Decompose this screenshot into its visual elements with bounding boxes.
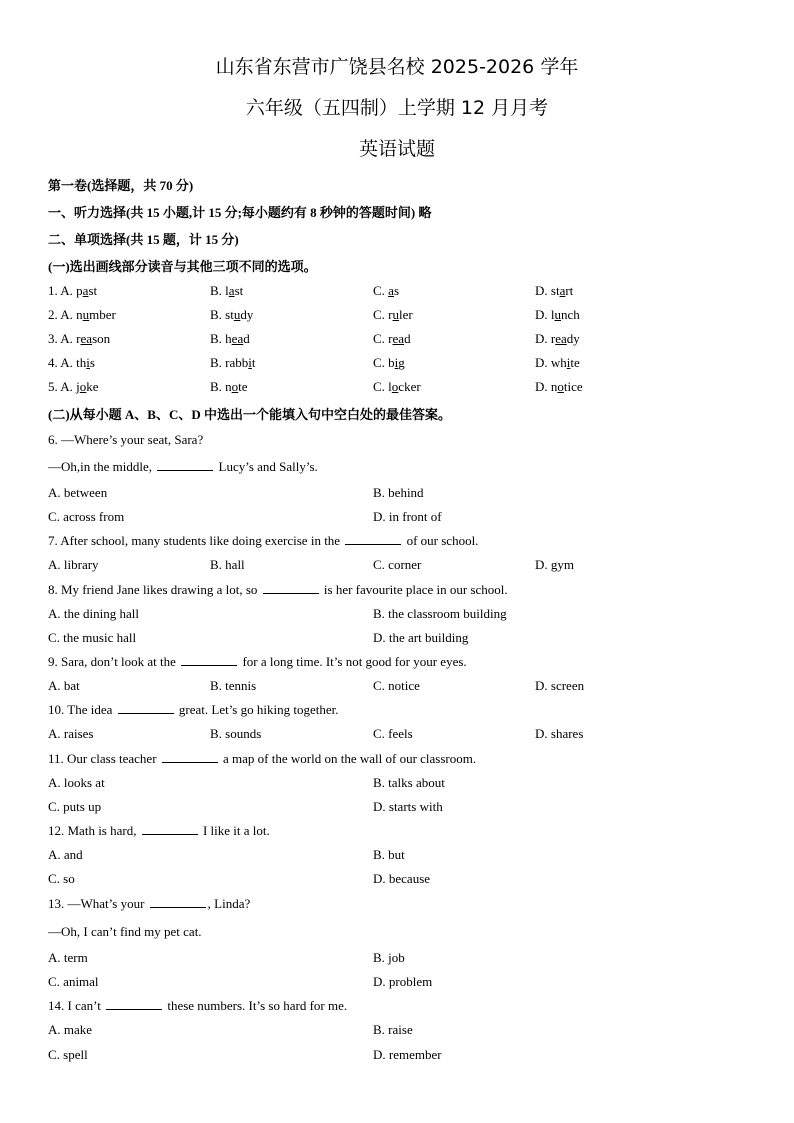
phonics-word-label: 5. A. bbox=[48, 379, 77, 394]
phonics-word-label: 3. A. bbox=[48, 331, 77, 346]
q6-option-a: A. between bbox=[48, 485, 108, 500]
phonics-word-pre: r bbox=[388, 307, 393, 322]
question-8-stem bbox=[48, 582, 508, 598]
answer-blank bbox=[345, 534, 401, 545]
q10-option-a: A. raises bbox=[48, 726, 94, 741]
question-6-reply bbox=[48, 459, 318, 475]
q14-option-b: B. raise bbox=[373, 1022, 413, 1037]
q6-option-c: C. across from bbox=[48, 509, 125, 524]
q7-post: of our school. bbox=[403, 533, 479, 548]
q8-option-d: D. the art building bbox=[373, 630, 469, 645]
q9-option-c: C. notice bbox=[373, 678, 420, 693]
phonics-word-pre: st bbox=[550, 283, 560, 298]
question-6-stem: 6. —Where’s your seat, Sara? bbox=[48, 432, 204, 447]
phonics-word-mark: o bbox=[79, 379, 87, 394]
phonics-word-pre: n bbox=[225, 379, 232, 394]
phonics-word-mark: u bbox=[82, 307, 90, 322]
phonics-word-pre: l bbox=[550, 307, 555, 322]
phonics-word-label: C. bbox=[373, 355, 389, 370]
phonics-word-label: 4. A. bbox=[48, 355, 77, 370]
listening-heading: 一、听力选择(共 15 小题,计 15 分;每小题约有 8 秒钟的答题时间) 略 bbox=[48, 205, 432, 220]
phonics-word-label: D. bbox=[535, 355, 551, 370]
q9-option-b: B. tennis bbox=[210, 678, 257, 693]
phonics-instruction: (一)选出画线部分读音与其他三项不同的选项。 bbox=[48, 259, 317, 274]
phonics-word-post: te bbox=[238, 379, 248, 394]
phonics-word-mark: u bbox=[392, 307, 400, 322]
phonics-word-label: C. bbox=[373, 307, 389, 322]
question-14-stem bbox=[48, 998, 347, 1014]
phonics-word-label: C. bbox=[373, 283, 389, 298]
phonics-word-label: D. bbox=[535, 283, 551, 298]
phonics-word-mark: i bbox=[248, 355, 252, 370]
phonics-word-post: ler bbox=[399, 307, 413, 322]
q7-pre: 7. After school, many students like doing exercise in the bbox=[48, 533, 344, 548]
phonics-word-post: te bbox=[570, 355, 580, 370]
phonics-word-mark: u bbox=[554, 307, 562, 322]
q13-option-c: C. animal bbox=[48, 974, 99, 989]
q9-post: for a long time. It’s not good for your eyes. bbox=[239, 654, 467, 669]
single-choice-heading: 二、单项选择(共 15 题，计 15 分) bbox=[48, 232, 239, 247]
answer-blank bbox=[157, 460, 213, 471]
phonics-3-option-a bbox=[48, 331, 110, 347]
question-10-stem bbox=[48, 702, 338, 718]
answer-blank bbox=[118, 703, 174, 714]
q13-option-d: D. problem bbox=[373, 974, 433, 989]
phonics-4-option-d bbox=[535, 355, 580, 371]
phonics-2-option-b bbox=[210, 307, 253, 323]
q13-post: , Linda? bbox=[207, 896, 251, 911]
phonics-word-post: nch bbox=[561, 307, 580, 322]
phonics-word-pre: rabb bbox=[225, 355, 249, 370]
phonics-word-label: 2. A. bbox=[48, 307, 77, 322]
q10-option-d: D. shares bbox=[535, 726, 584, 741]
q13-pre: 13. —What’s your bbox=[48, 896, 148, 911]
answer-blank bbox=[106, 999, 162, 1010]
phonics-word-label: D. bbox=[535, 331, 551, 346]
phonics-1-option-a bbox=[48, 283, 97, 299]
question-9-stem bbox=[48, 654, 467, 670]
phonics-word-post: tice bbox=[563, 379, 583, 394]
q8-option-c: C. the music hall bbox=[48, 630, 137, 645]
q12-option-a: A. and bbox=[48, 847, 83, 862]
part-heading: 第一卷(选择题，共 70 分) bbox=[48, 178, 194, 193]
phonics-word-post: mber bbox=[89, 307, 116, 322]
phonics-word-label: B. bbox=[210, 283, 226, 298]
q11-option-d: D. starts with bbox=[373, 799, 443, 814]
phonics-word-post: g bbox=[398, 355, 405, 370]
phonics-word-pre: l bbox=[225, 283, 229, 298]
phonics-word-mark: i bbox=[566, 355, 571, 370]
phonics-word-mark: a bbox=[82, 283, 89, 298]
q11-option-a: A. looks at bbox=[48, 775, 105, 790]
q10-option-b: B. sounds bbox=[210, 726, 262, 741]
q14-pre: 14. I can’t bbox=[48, 998, 105, 1013]
question-6-reply-pre: —Oh,in the middle, bbox=[48, 459, 156, 474]
phonics-word-post: s bbox=[393, 283, 400, 298]
phonics-word-pre: r bbox=[550, 331, 556, 346]
q14-post: these numbers. It’s so hard for me. bbox=[164, 998, 348, 1013]
phonics-word-label: 1. A. bbox=[48, 283, 77, 298]
cloze-instruction: (二)从每小题 A、B、C、D 中选出一个能填入句中空白处的最佳答案。 bbox=[48, 407, 451, 422]
phonics-2-option-c bbox=[373, 307, 413, 323]
q12-option-b: B. but bbox=[373, 847, 405, 862]
phonics-4-option-c bbox=[373, 355, 405, 371]
phonics-5-option-a bbox=[48, 379, 99, 395]
q14-option-a: A. make bbox=[48, 1022, 93, 1037]
q11-pre: 11. Our class teacher bbox=[48, 751, 160, 766]
answer-blank bbox=[181, 655, 237, 666]
q8-option-a: A. the dining hall bbox=[48, 606, 139, 621]
phonics-word-label: C. bbox=[373, 379, 389, 394]
phonics-word-mark: ea bbox=[80, 331, 93, 346]
q6-option-d: D. in front of bbox=[373, 509, 442, 524]
answer-blank bbox=[142, 824, 198, 835]
phonics-word-label: D. bbox=[535, 379, 551, 394]
question-7-stem bbox=[48, 533, 478, 549]
phonics-word-label: B. bbox=[210, 307, 226, 322]
q13-option-b: B. job bbox=[373, 950, 405, 965]
question-13-stem bbox=[48, 896, 250, 912]
q14-option-d: D. remember bbox=[373, 1047, 442, 1062]
answer-blank bbox=[150, 897, 206, 908]
q11-post: a map of the world on the wall of our classroom. bbox=[219, 751, 477, 766]
phonics-word-post: s bbox=[89, 355, 95, 370]
phonics-word-mark: i bbox=[86, 355, 90, 370]
phonics-word-label: C. bbox=[373, 331, 389, 346]
phonics-word-mark: a bbox=[559, 283, 566, 298]
phonics-word-pre: n bbox=[550, 379, 558, 394]
q9-option-a: A. bat bbox=[48, 678, 80, 693]
phonics-4-option-a bbox=[48, 355, 95, 371]
phonics-word-post: dy bbox=[566, 331, 580, 346]
question-6-reply-post: Lucy’s and Sally’s. bbox=[215, 459, 318, 474]
phonics-word-label: B. bbox=[210, 379, 226, 394]
phonics-word-mark: o bbox=[391, 379, 399, 394]
answer-blank bbox=[263, 583, 319, 594]
phonics-word-mark: ea bbox=[231, 331, 244, 346]
exam-title-grade: 六年级（五四制）上学期 12 月月考 bbox=[245, 97, 549, 119]
phonics-word-mark: u bbox=[233, 307, 241, 322]
q9-option-d: D. screen bbox=[535, 678, 585, 693]
question-13-reply: —Oh, I can’t find my pet cat. bbox=[48, 924, 202, 939]
phonics-word-mark: i bbox=[394, 355, 399, 370]
phonics-word-pre: l bbox=[388, 379, 392, 394]
q11-option-c: C. puts up bbox=[48, 799, 102, 814]
phonics-word-pre: p bbox=[76, 283, 83, 298]
q7-option-d: D. gym bbox=[535, 557, 574, 572]
phonics-word-mark: ea bbox=[555, 331, 567, 346]
phonics-word-post: t bbox=[251, 355, 256, 370]
phonics-word-mark: o bbox=[557, 379, 564, 394]
phonics-word-post: cker bbox=[398, 379, 421, 394]
q8-option-b: B. the classroom building bbox=[373, 606, 507, 621]
phonics-word-mark: a bbox=[388, 283, 394, 298]
phonics-word-label: B. bbox=[210, 355, 226, 370]
q10-post: great. Let’s go hiking together. bbox=[175, 702, 339, 717]
phonics-word-pre: h bbox=[225, 331, 232, 346]
q14-option-c: C. spell bbox=[48, 1047, 88, 1062]
phonics-5-option-d bbox=[535, 379, 583, 395]
phonics-word-post: son bbox=[92, 331, 111, 346]
phonics-word-pre: r bbox=[76, 331, 81, 346]
q7-option-c: C. corner bbox=[373, 557, 422, 572]
phonics-5-option-b bbox=[210, 379, 248, 395]
phonics-word-pre: r bbox=[388, 331, 393, 346]
q12-option-c: C. so bbox=[48, 871, 75, 886]
phonics-word-post: d bbox=[404, 331, 411, 346]
phonics-4-option-b bbox=[210, 355, 256, 371]
phonics-3-option-c bbox=[373, 331, 411, 347]
q8-pre: 8. My friend Jane likes drawing a lot, so bbox=[48, 582, 261, 597]
phonics-3-option-d bbox=[535, 331, 580, 347]
q10-pre: 10. The idea bbox=[48, 702, 116, 717]
q7-option-a: A. library bbox=[48, 557, 99, 572]
q12-option-d: D. because bbox=[373, 871, 431, 886]
phonics-word-post: rt bbox=[565, 283, 574, 298]
question-11-stem bbox=[48, 751, 476, 767]
phonics-word-post: st bbox=[88, 283, 98, 298]
q6-option-b: B. behind bbox=[373, 485, 424, 500]
phonics-word-mark: a bbox=[228, 283, 235, 298]
phonics-1-option-b bbox=[210, 283, 243, 299]
phonics-word-post: dy bbox=[240, 307, 254, 322]
phonics-word-label: B. bbox=[210, 331, 226, 346]
phonics-word-mark: o bbox=[231, 379, 239, 394]
phonics-1-option-c bbox=[373, 283, 399, 299]
phonics-5-option-c bbox=[373, 379, 421, 395]
phonics-word-mark: ea bbox=[392, 331, 405, 346]
phonics-word-pre: j bbox=[76, 379, 80, 394]
q11-option-b: B. talks about bbox=[373, 775, 445, 790]
phonics-word-pre: n bbox=[76, 307, 83, 322]
phonics-word-label: D. bbox=[535, 307, 551, 322]
q10-option-c: C. feels bbox=[373, 726, 413, 741]
phonics-word-pre: st bbox=[225, 307, 234, 322]
question-12-stem bbox=[48, 823, 270, 839]
phonics-word-post: d bbox=[243, 331, 250, 346]
phonics-1-option-d bbox=[535, 283, 573, 299]
phonics-word-pre: wh bbox=[550, 355, 567, 370]
q7-option-b: B. hall bbox=[210, 557, 245, 572]
exam-title-subject: 英语试题 bbox=[358, 138, 435, 160]
answer-blank bbox=[162, 752, 218, 763]
exam-title-school: 山东省东营市广饶县名校 2025-2026 学年 bbox=[215, 56, 579, 78]
phonics-3-option-b bbox=[210, 331, 250, 347]
phonics-word-pre: th bbox=[76, 355, 87, 370]
q8-post: is her favourite place in our school. bbox=[320, 582, 508, 597]
phonics-word-post: ke bbox=[86, 379, 99, 394]
phonics-2-option-a bbox=[48, 307, 116, 323]
phonics-2-option-d bbox=[535, 307, 580, 323]
q13-option-a: A. term bbox=[48, 950, 88, 965]
q12-pre: 12. Math is hard, bbox=[48, 823, 140, 838]
phonics-word-pre: b bbox=[388, 355, 395, 370]
q9-pre: 9. Sara, don’t look at the bbox=[48, 654, 180, 669]
phonics-word-post: st bbox=[234, 283, 244, 298]
q12-post: I like it a lot. bbox=[199, 823, 270, 838]
